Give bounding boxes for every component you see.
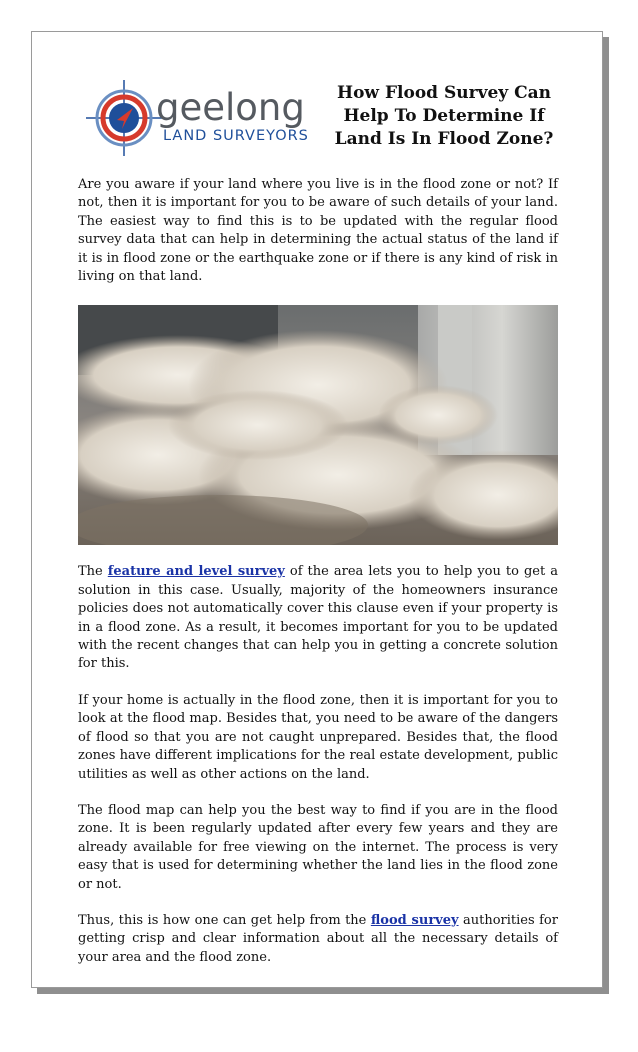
logo-subtitle: LAND SURVEYORS xyxy=(163,128,309,144)
flood-water-photo xyxy=(78,305,558,545)
title-line: Land Is In Flood Zone? xyxy=(334,129,554,149)
page-title xyxy=(318,82,570,151)
intro-paragraph: Are you aware if your land where you live is in the flood zone or not? If not, then it is important for you to be aware of such details of your land. The easiest way to find this is to be updated with the regular flood survey data that can help in determining the actual status of the land if it is in flood zone or the earthquake zone or if there is any kind of risk in living on that land. xyxy=(78,177,558,285)
closing-paragraph: Thus, this is how one can get help from the flood survey authorities for getting crisp and clear information about all the necessary details of your area and the flood zone. xyxy=(78,912,558,965)
company-logo xyxy=(84,78,316,158)
article-body xyxy=(78,176,558,967)
body-paragraph: If your home is actually in the flood zone, then it is important for you to look at the flood map. Besides that, you need to be aware of the dangers of flood so that you are not caught unprepared. Besides that, the flood zones have different implications for the real estate development, public utilities as well as other actions on the land. xyxy=(78,692,558,782)
title-line: Help To Determine If xyxy=(343,106,545,126)
logo-wordmark: geelong xyxy=(156,86,305,129)
feature-level-survey-link[interactable]: feature and level survey xyxy=(107,564,285,580)
flood-survey-link[interactable]: flood survey xyxy=(370,912,459,928)
title-line: How Flood Survey Can xyxy=(337,83,551,103)
compass-target-icon xyxy=(86,80,162,156)
body-paragraph: The feature and level survey of the area lets you to help you to get a solution in this case. Usually, majority of the homeowners insurance policies does not automatically cover this clause even if your property is in a flood zone. As a result, it becomes important for you to be updated with the recent changes that can help you in getting a concrete solution for this. xyxy=(78,564,558,672)
body-paragraph: The flood map can help you the best way to find if you are in the flood zone. It is been regularly updated after every few years and they are already available for free viewing on the internet. The process is very easy that is used for determining whether the land lies in the flood zone or not. xyxy=(78,802,558,892)
